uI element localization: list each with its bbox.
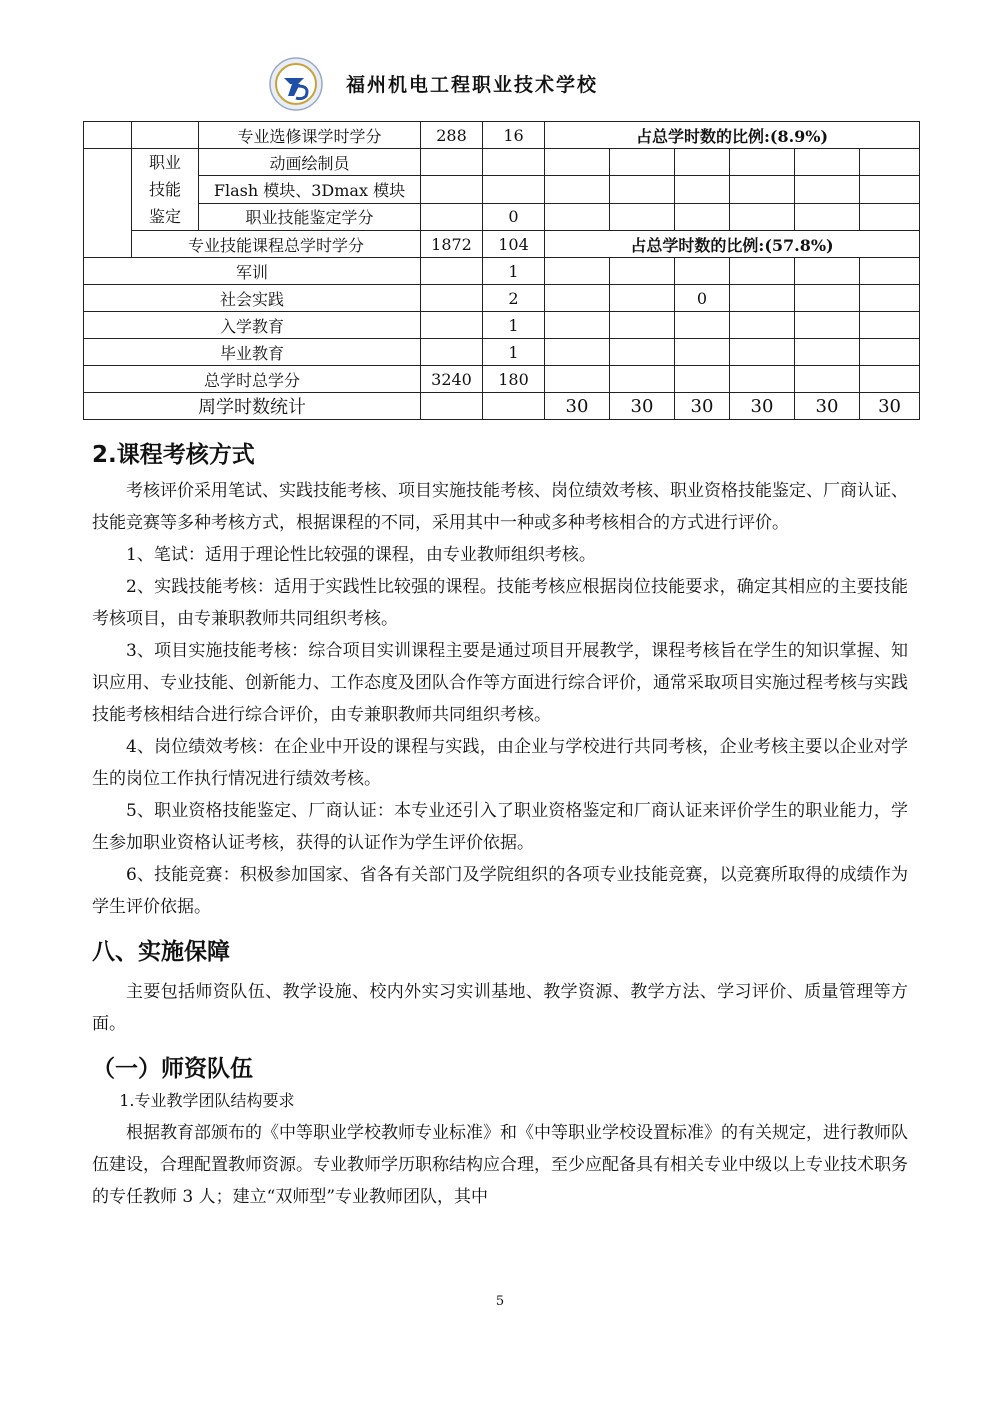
table-row [84,393,920,420]
table-row [84,258,920,285]
paragraph: 3、项目实施技能考核：综合项目实训课程主要是通过项目开展教学，课程考核旨在学生的知识掌握、知识应用、专业技能、创新能力、工作态度及团队合作等方面进行综合评价，通常采取项目实施过程考核与实践技能考核相结合进行综合评价，由专兼职教师共同组织考核。 [92,641,908,725]
weekly-hours-cell: 30 [610,393,675,420]
table-row [84,285,920,312]
weekly-hours-cell: 30 [730,393,795,420]
course-name: 入学教育 [84,312,421,339]
weekly-hours-cell: 30 [860,393,920,420]
credits-cell: 180 [483,366,545,393]
weekly-hours-cell: 30 [545,393,610,420]
semester-cell: 0 [675,285,730,312]
course-name: 动画绘制员 [199,149,421,176]
paragraph: 5、职业资格技能鉴定、厂商认证：本专业还引入了职业资格鉴定和厂商认证来评价学生的职业能力，学生参加职业资格认证考核，获得的认证作为学生评价依据。 [92,801,908,853]
paragraph: 4、岗位绩效考核：在企业中开设的课程与实践，由企业与学校进行共同考核，企业考核主要以企业对学生的岗位工作执行情况进行绩效考核。 [92,737,908,789]
course-name: 周学时数统计 [84,393,421,420]
course-name: 总学时总学分 [84,366,421,393]
hours-cell: 288 [421,122,483,149]
ratio-cell: 占总学时数的比例:(57.8%) [545,231,920,258]
paragraph: 6、技能竞赛：积极参加国家、省各有关部门及学院组织的各项专业技能竞赛，以竞赛所取得的成绩作为学生评价依据。 [92,865,908,917]
paragraph: 主要包括师资队伍、教学设施、校内外实习实训基地、教学资源、教学方法、学习评价、质量管理等方面。 [92,982,908,1034]
paragraph: 考核评价采用笔试、实践技能考核、项目实施技能考核、岗位绩效考核、职业资格技能鉴定、厂商认证、技能竞赛等多种考核方式，根据课程的不同，采用其中一种或多种考核相合的方式进行评价。 [92,481,908,533]
course-name: 社会实践 [84,285,421,312]
credits-cell: 1 [483,339,545,366]
course-name: 专业技能课程总学时学分 [132,231,421,258]
section-heading: （一）师资队伍 [92,1056,253,1082]
ratio-cell: 占总学时数的比例:(8.9%) [545,122,920,149]
table-row [84,122,920,149]
weekly-hours-cell: 30 [795,393,860,420]
course-name: Flash 模块、3Dmax 模块 [199,176,421,203]
credits-cell: 0 [483,203,545,230]
table-row [84,176,920,203]
school-logo-icon [268,56,324,112]
page-number: 5 [495,1294,505,1309]
page-header [0,0,1000,120]
course-name: 军训 [84,258,421,285]
curriculum-table [83,121,920,420]
credits-cell: 2 [483,285,545,312]
table-row [84,339,920,366]
paragraph: 1、笔试：适用于理论性比较强的课程，由专业教师组织考核。 [126,545,596,565]
course-name: 毕业教育 [84,339,421,366]
hours-cell: 3240 [421,366,483,393]
paragraph: 2、实践技能考核：适用于实践性比较强的课程。技能考核应根据岗位技能要求，确定其相应的主要技能考核项目，由专兼职教师共同组织考核。 [92,577,908,629]
paragraph: 根据教育部颁布的《中等职业学校教师专业标准》和《中等职业学校设置标准》的有关规定，进行教师队伍建设，合理配置教师资源。专业教师学历职称结构应合理，至少应配备具有相关专业中级以上专业技术职务的专任教师 3 人；建立“双师型”专业教师团队，其中 [92,1123,908,1207]
table-row [84,149,920,176]
document-body [92,432,908,1213]
course-name: 专业选修课学时学分 [199,122,421,149]
table-row [84,203,920,230]
skill-group-label: 职业 技能 鉴定 [132,149,199,231]
section-heading: 八、实施保障 [92,939,230,965]
credits-cell: 104 [483,231,545,258]
table-row [84,366,920,393]
hours-cell: 1872 [421,231,483,258]
table-row [84,231,920,258]
course-name: 职业技能鉴定学分 [199,203,421,230]
school-name: 福州机电工程职业技术学校 [346,74,599,96]
credits-cell: 1 [483,258,545,285]
subsection-heading: 1.专业教学团队结构要求 [119,1091,295,1110]
credits-cell: 16 [483,122,545,149]
credits-cell: 1 [483,312,545,339]
section-heading: 2.课程考核方式 [92,442,255,468]
weekly-hours-cell: 30 [675,393,730,420]
table-row [84,312,920,339]
